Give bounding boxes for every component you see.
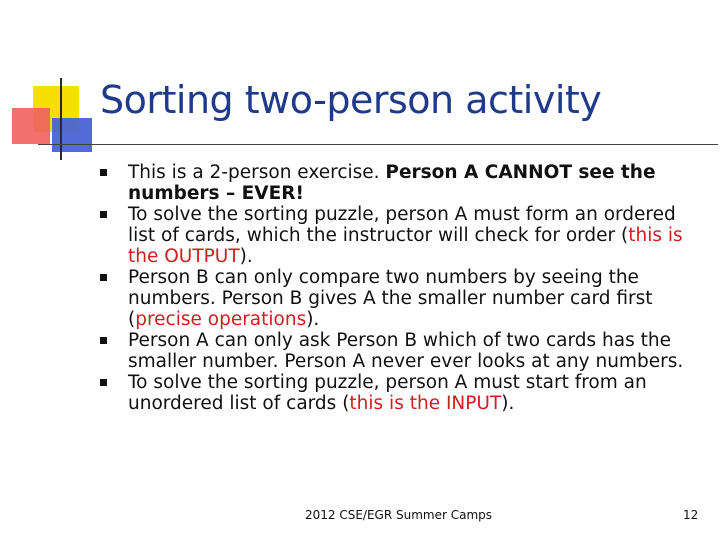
bullet-item bbox=[100, 204, 700, 267]
bullet-text: This is a 2-person exercise. bbox=[128, 162, 386, 183]
bullet-item bbox=[100, 267, 700, 330]
bullet-item bbox=[100, 330, 700, 372]
bullet-text: To solve the sorting puzzle, person A must form an ordered list of cards, which the instructor will check for order ( bbox=[128, 204, 676, 246]
slide-title: Sorting two-person activity bbox=[100, 78, 602, 122]
bullet-highlight: precise operations bbox=[135, 309, 307, 330]
logo-blue-square bbox=[52, 118, 92, 152]
title-divider bbox=[38, 144, 718, 145]
logo-vertical-line bbox=[60, 78, 62, 160]
bullet-highlight: this is the OUTPUT bbox=[128, 225, 683, 267]
bullet-text-end: ). bbox=[306, 309, 320, 330]
square-bullet-icon bbox=[100, 337, 107, 344]
bullet-item bbox=[100, 372, 700, 414]
bullet-list bbox=[100, 162, 700, 414]
logo-red-square bbox=[12, 108, 50, 144]
bullet-text: Person B can only compare two numbers by seeing the numbers. Person B gives A the smaller number card first ( bbox=[128, 267, 653, 330]
bullet-text: To solve the sorting puzzle, person A must start from an unordered list of cards ( bbox=[128, 372, 647, 414]
bullet-emphasis: Person A CANNOT see the numbers – EVER! bbox=[128, 162, 656, 204]
bullet-text-end: ). bbox=[501, 393, 515, 414]
page-number: 12 bbox=[683, 508, 699, 522]
square-bullet-icon bbox=[100, 274, 107, 281]
square-bullet-icon bbox=[100, 211, 107, 218]
bullet-text-end: ). bbox=[239, 246, 253, 267]
bullet-item bbox=[100, 162, 700, 204]
bullet-text: Person A can only ask Person B which of two cards has the smaller number. Person A never ever looks at any numbers. bbox=[128, 330, 684, 372]
footer-text: 2012 CSE/EGR Summer Camps bbox=[305, 508, 493, 522]
square-bullet-icon bbox=[100, 379, 107, 386]
bullet-highlight: this is the INPUT bbox=[349, 393, 502, 414]
square-bullet-icon bbox=[100, 169, 107, 176]
